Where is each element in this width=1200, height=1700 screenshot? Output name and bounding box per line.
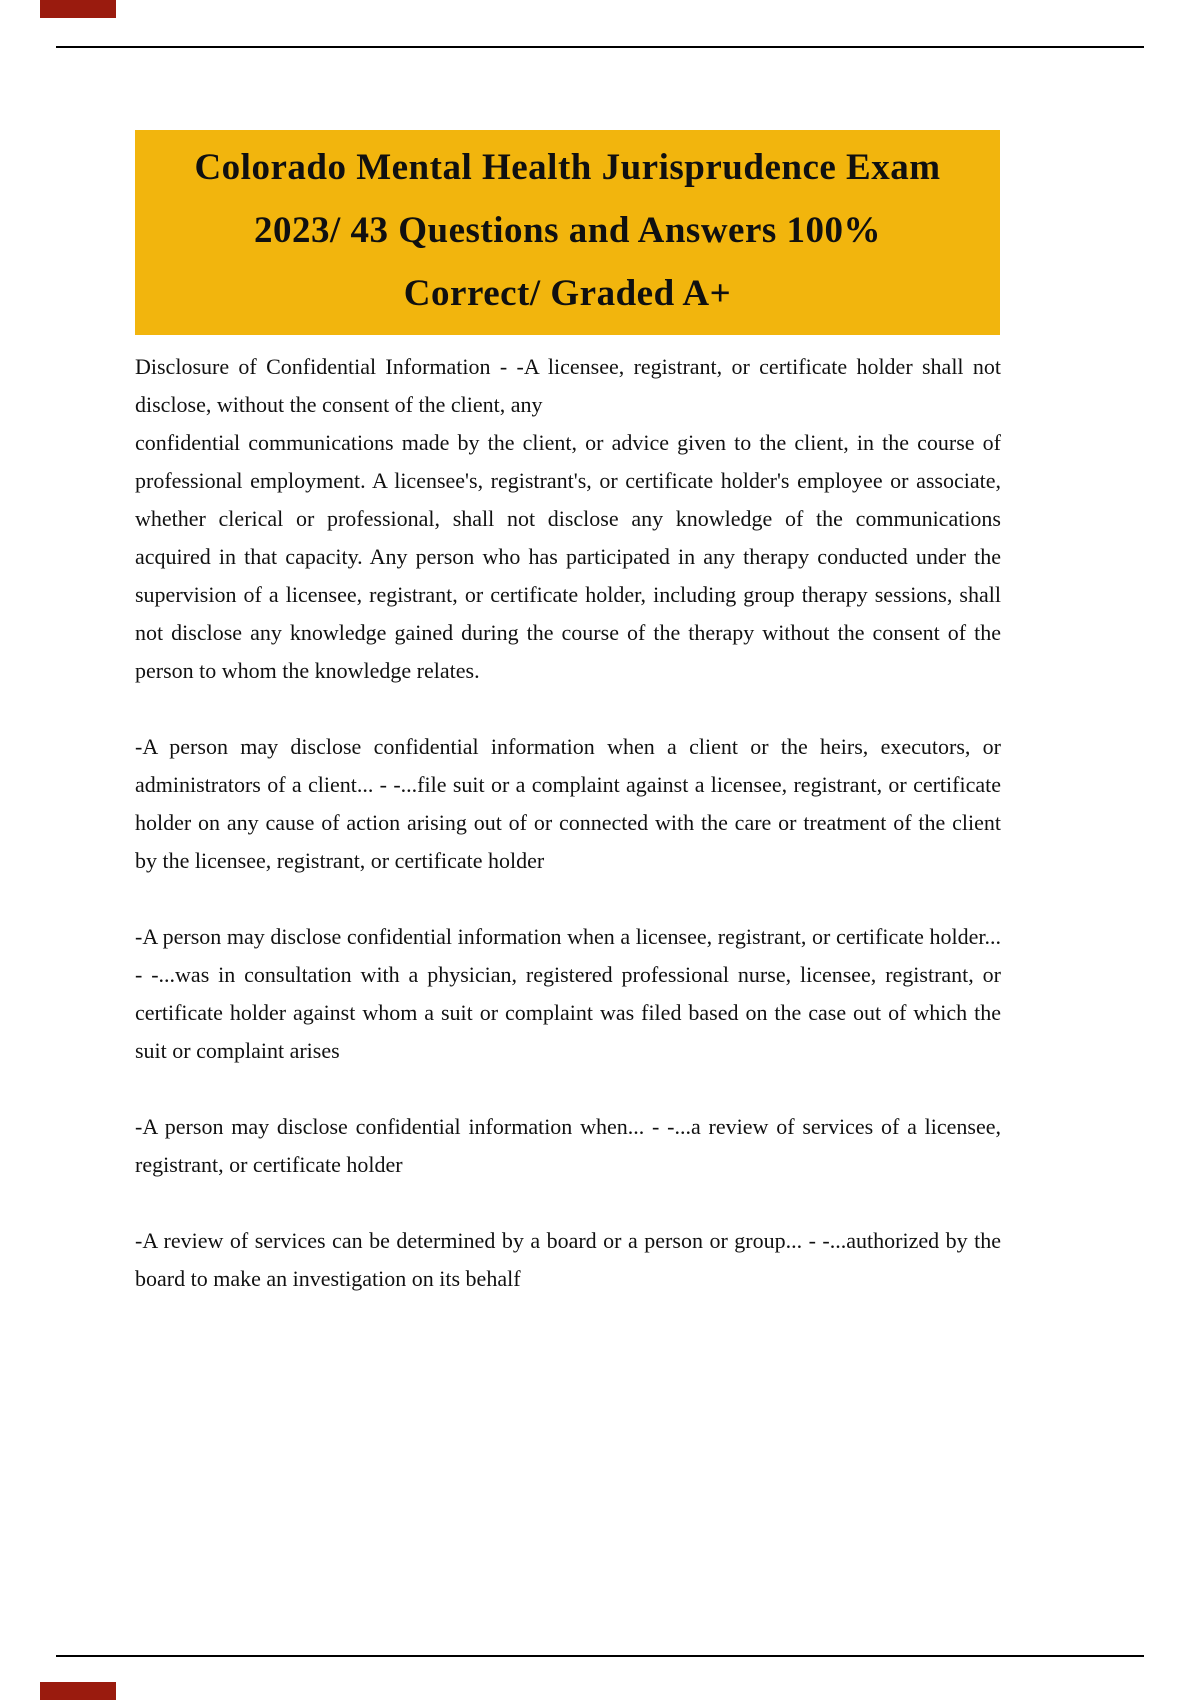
bottom-rule-line [56,1655,1144,1657]
paragraph-qa-board-investigation: -A review of services can be determined by a board or a person or group... - -...authorized by the board to make an investigation on its behalf [135,1228,1001,1291]
paragraph-disclosure-intro: Disclosure of Confidential Information - -A licensee, registrant, or certificate holder shall not disclose, without the consent of the client, any [135,354,1001,417]
paragraph-qa-heirs-executors: -A person may disclose confidential information when a client or the heirs, executors, or administrators of a client... - -...file suit or a complaint against a licensee, registrant, or certificate holder on any cause of action arising out of or connected with the care or treatment of the client by the licensee, registrant, or certificate holder [135,734,1001,873]
page-title-line-3: Correct/ Graded A+ [403,273,732,314]
highlighted-title-block [135,130,1000,335]
page-title-line-1: Colorado Mental Health Jurisprudence Exam [194,147,941,188]
bottom-accent-bar [40,1682,116,1700]
page-title-line-2: 2023/ 43 Questions and Answers 100% [253,210,882,251]
document-body [135,348,1001,1298]
top-accent-bar [40,0,116,18]
paragraph-disclosure-continued: confidential communications made by the client, or advice given to the client, in the course of professional employment. A licensee's, registrant's, or certificate holder's employee or associate, whether clerical or professional, shall not disclose any knowledge of the communications acquired in that capacity. Any person who has participated in any therapy conducted under the supervision of a licensee, registrant, or certificate holder, including group therapy sessions, shall not disclose any knowledge gained during the course of the therapy without the consent of the person to whom the knowledge relates. [135,430,1001,683]
paragraph-qa-review-of-services: -A person may disclose confidential information when... - -...a review of services of a licensee, registrant, or certificate holder [135,1114,1001,1177]
paragraph-qa-consultation: -A person may disclose confidential information when a licensee, registrant, or certificate holder... - -...was in consultation with a physician, registered professional nurse, licensee, registrant, or certificate holder against whom a suit or complaint was filed based on the case out of which the suit or complaint arises [135,924,1001,1063]
top-rule-line [56,46,1144,48]
